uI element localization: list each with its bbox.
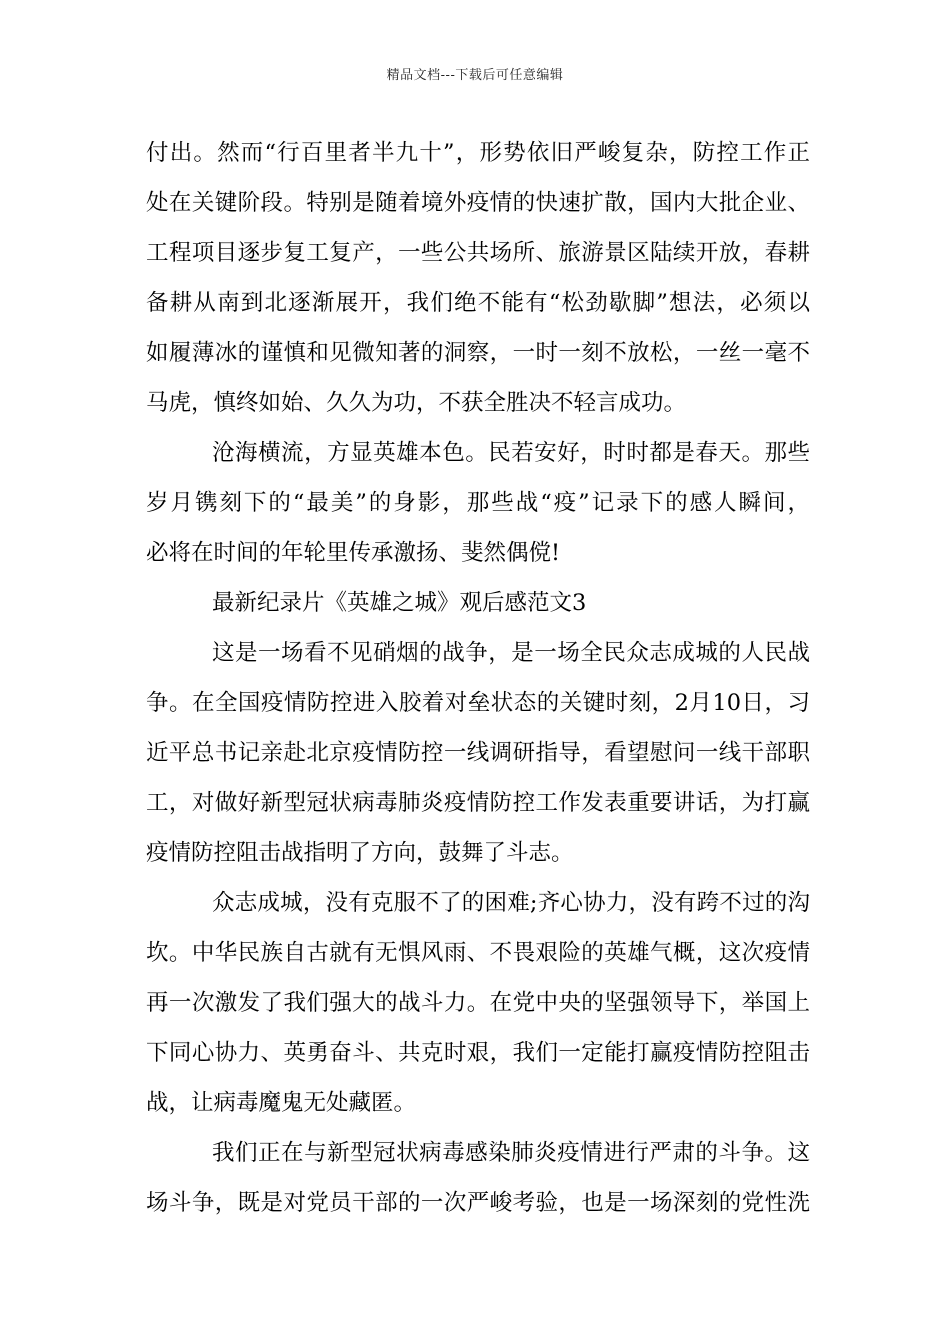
text-line: 马虎，慎终如始、久久为功，不获全胜决不轻言成功。 [146,390,687,416]
text-line: 这是一场看不见硝烟的战争，是一场全民众志成城的人民战 [212,640,810,666]
text-line: 下同心协力、英勇奋斗、共克时艰，我们一定能打赢疫情防控阻击 [146,1040,810,1066]
text-line: 再一次激发了我们强大的战斗力。在党中央的坚强领导下，举国上 [146,990,810,1016]
text-line: 场斗争，既是对党员干部的一次严峻考验，也是一场深刻的党性洗 [146,1190,810,1216]
paragraph [146,628,810,878]
page-header: 精品文档---下载后可任意编辑 [386,68,564,83]
text-line: 工，对做好新型冠状病毒肺炎疫情防控工作发表重要讲话，为打赢 [146,790,810,816]
text-line: 处在关键阶段。特别是随着境外疫情的快速扩散，国内大批企业、 [146,190,810,216]
document-body [146,128,810,1228]
text-line: 争。在全国疫情防控进入胶着对垒状态的关键时刻，2月10日，习 [146,690,810,716]
text-line: 战，让病毒魔鬼无处藏匿。 [146,1090,417,1116]
text-line: 最新纪录片《英雄之城》观后感范文3 [212,590,587,616]
text-line: 坎。中华民族自古就有无惧风雨、不畏艰险的英雄气概，这次疫情 [146,940,810,966]
paragraph [146,428,810,578]
paragraph [146,1128,810,1228]
text-line: 必将在时间的年轮里传承激扬、斐然偶傥! [146,540,561,566]
text-line: 如履薄冰的谨慎和见微知著的洞察，一时一刻不放松，一丝一毫不 [146,340,810,366]
text-line: 疫情防控阻击战指明了方向，鼓舞了斗志。 [146,840,574,866]
paragraph [146,878,810,1128]
text-line: 岁月镌刻下的“最美”的身影，那些战“疫”记录下的感人瞬间， [146,490,810,516]
text-line: 我们正在与新型冠状病毒感染肺炎疫情进行严肃的斗争。这 [212,1140,810,1166]
paragraph [146,128,810,428]
text-line: 付出。然而“行百里者半九十”，形势依旧严峻复杂，防控工作正 [146,140,810,166]
text-line: 工程项目逐步复工复产，一些公共场所、旅游景区陆续开放，春耕 [146,240,810,266]
paragraph [146,578,810,628]
text-line: 众志成城，没有克服不了的困难;齐心协力，没有跨不过的沟 [212,890,810,916]
text-line: 备耕从南到北逐渐展开，我们绝不能有“松劲歇脚”想法，必须以 [146,290,810,316]
text-line: 近平总书记亲赴北京疫情防控一线调研指导，看望慰问一线干部职 [146,740,810,766]
text-line: 沧海横流，方显英雄本色。民若安好，时时都是春天。那些 [212,440,810,466]
